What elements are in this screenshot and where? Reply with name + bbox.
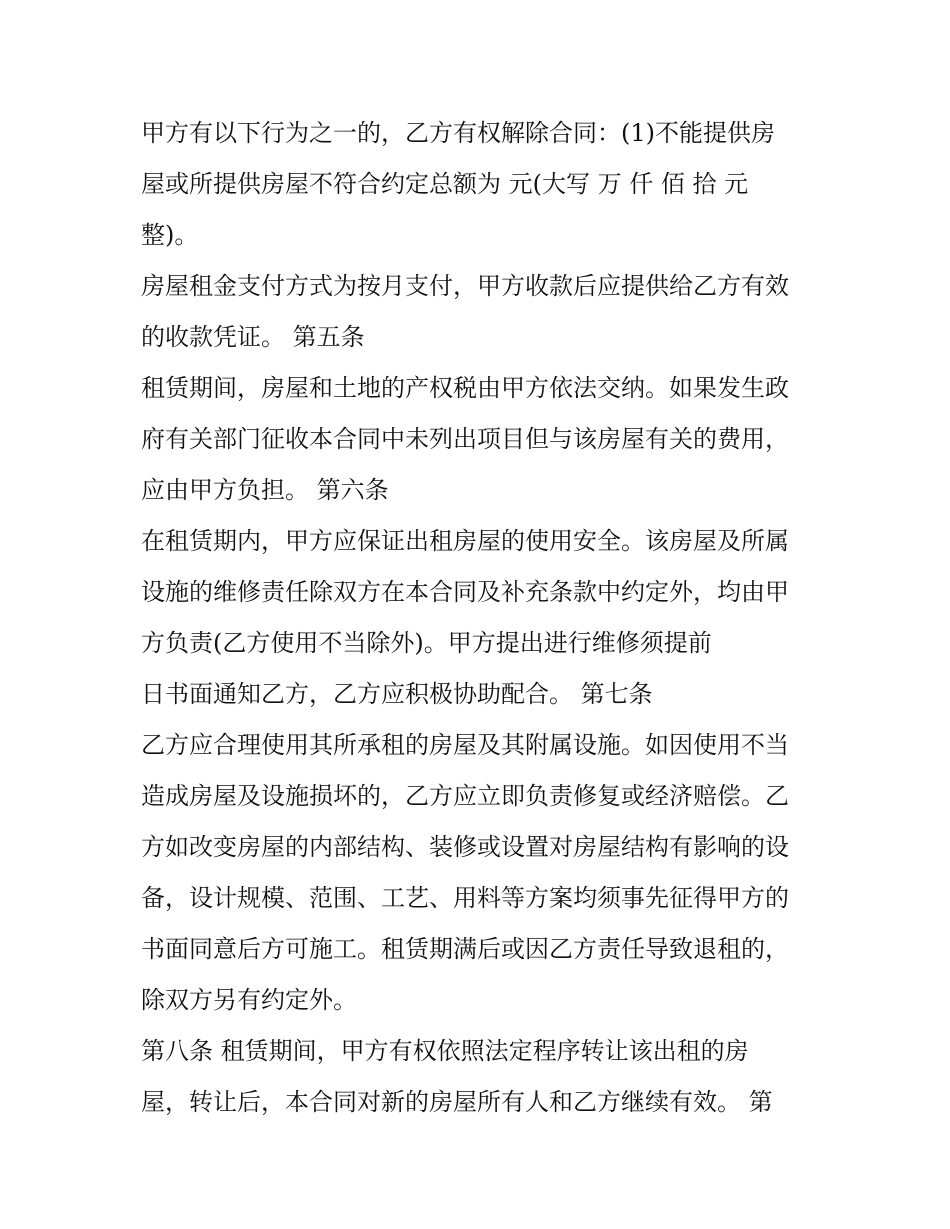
text-line: 造成房屋及设施损坏的，乙方应立即负责修复或经济赔偿。乙: [141, 782, 789, 810]
text-line: 在租赁期内，甲方应保证出租房屋的使用安全。该房屋及所属: [141, 527, 789, 555]
text-line: 应由甲方负担。 第六条: [141, 476, 389, 504]
text-line: 府有关部门征收本合同中未列出项目但与该房屋有关的费用，: [141, 425, 789, 453]
text-line: 租赁期间，房屋和土地的产权税由甲方依法交纳。如果发生政: [141, 374, 789, 402]
text-line: 的收款凭证。 第五条: [141, 323, 365, 351]
text-line: 第八条 租赁期间，甲方有权依照法定程序转让该出租的房: [141, 1037, 749, 1065]
text-line: 方负责(乙方使用不当除外)。甲方提出进行维修须提前: [141, 629, 712, 657]
text-line: 整)。: [141, 221, 199, 249]
text-line: 方如改变房屋的内部结构、装修或设置对房屋结构有影响的设: [141, 833, 789, 861]
text-line: 屋或所提供房屋不符合约定总额为 元(大写 万 仟 佰 拾 元: [141, 170, 749, 198]
text-line: 备，设计规模、范围、工艺、用料等方案均须事先征得甲方的: [141, 884, 789, 912]
text-line: 日书面通知乙方，乙方应积极协助配合。 第七条: [141, 680, 653, 708]
text-line: 设施的维修责任除双方在本合同及补充条款中约定外，均由甲: [141, 578, 789, 606]
text-line: 乙方应合理使用其所承租的房屋及其附属设施。如因使用不当: [141, 731, 789, 759]
text-line: 屋，转让后，本合同对新的房屋所有人和乙方继续有效。 第: [141, 1088, 773, 1116]
contract-text-body: [141, 108, 821, 1128]
text-line: 除双方另有约定外。: [141, 986, 357, 1014]
text-line: 甲方有以下行为之一的，乙方有权解除合同：(1)不能提供房: [141, 119, 775, 147]
text-line: 书面同意后方可施工。租赁期满后或因乙方责任导致退租的，: [141, 935, 789, 963]
text-line: 房屋租金支付方式为按月支付，甲方收款后应提供给乙方有效: [141, 272, 789, 300]
